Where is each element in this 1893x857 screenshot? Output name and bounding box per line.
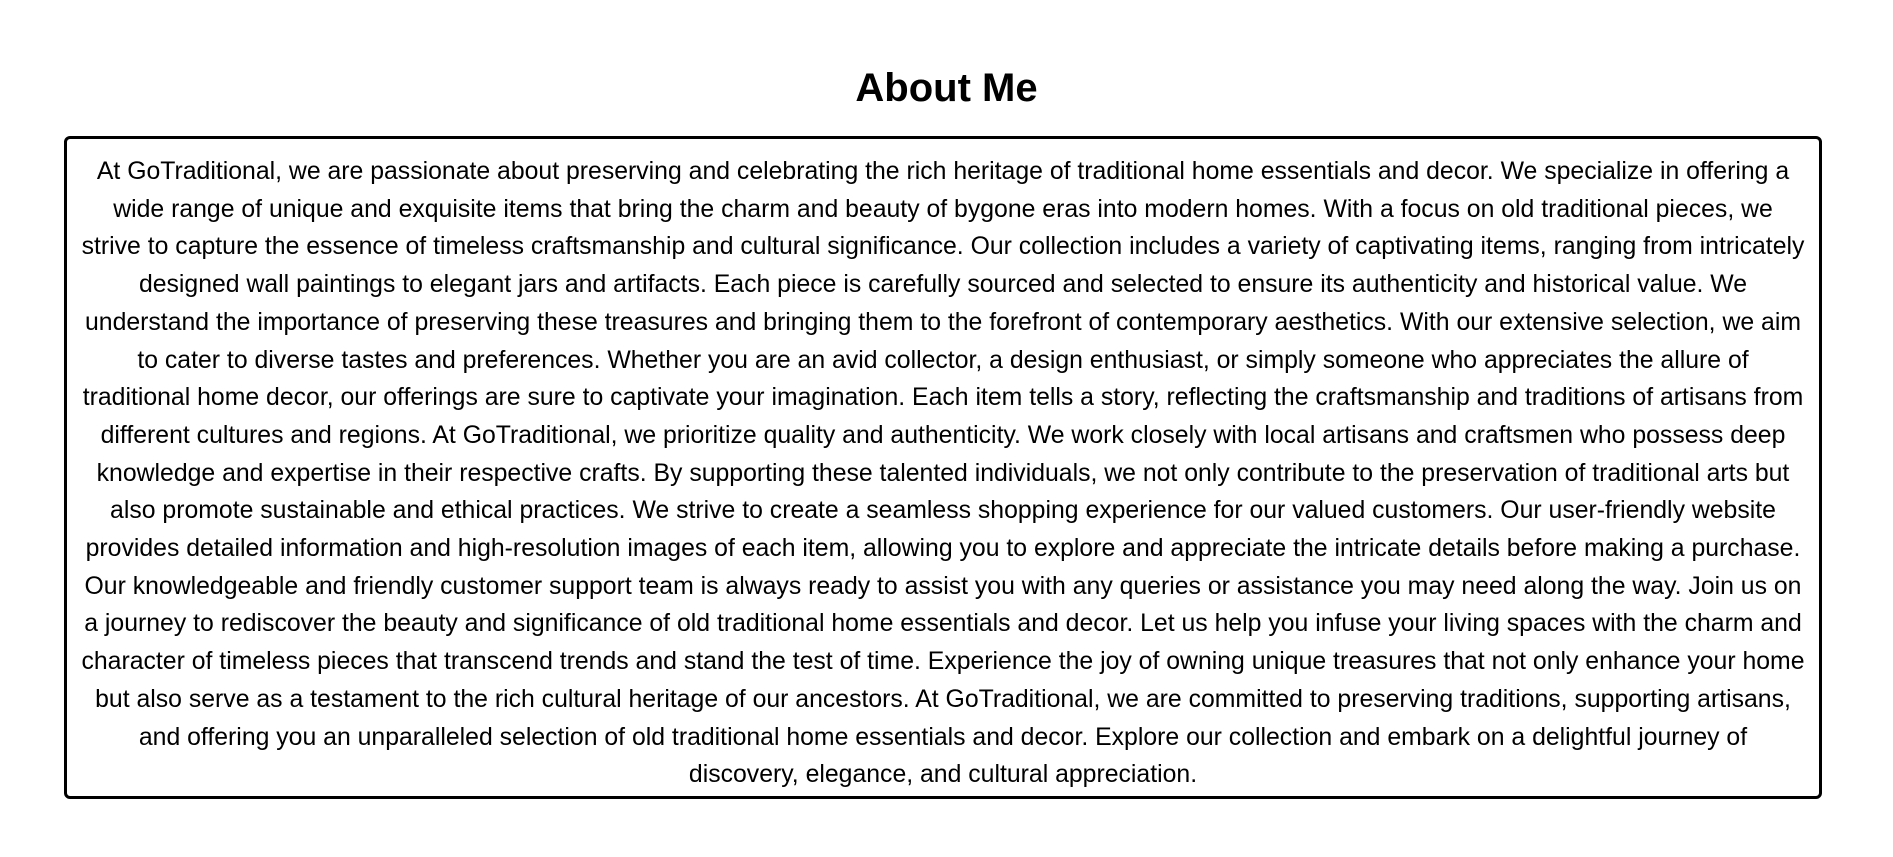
about-content-box bbox=[64, 136, 1822, 799]
about-description: At GoTraditional, we are passionate about preserving and celebrating the rich heritage of traditional home essentials and decor. We specialize in offering a wide range of unique and exquisite items that bring the charm and beauty of bygone eras into modern homes. With a focus on old traditional pieces, we strive to capture the essence of timeless craftsmanship and cultural significance. Our collection includes a variety of captivating items, ranging from intricately designed wall paintings to elegant jars and artifacts. Each piece is carefully sourced and selected to ensure its authenticity and historical value. We understand the importance of preserving these treasures and bringing them to the forefront of contemporary aesthetics. With our extensive selection, we aim to cater to diverse tastes and preferences. Whether you are an avid collector, a design enthusiast, or simply someone who appreciates the allure of traditional home decor, our offerings are sure to captivate your imagination. Each item tells a story, reflecting the craftsmanship and traditions of artisans from different cultures and regions. At GoTraditional, we prioritize quality and authenticity. We work closely with local artisans and craftsmen who possess deep knowledge and expertise in their respective crafts. By supporting these talented individuals, we not only contribute to the preservation of traditional arts but also promote sustainable and ethical practices. We strive to create a seamless shopping experience for our valued customers. Our user-friendly website provides detailed information and high-resolution images of each item, allowing you to explore and appreciate the intricate details before making a purchase. Our knowledgeable and friendly customer support team is always ready to assist you with any queries or assistance you may need along the way. Join us on a journey to rediscover the beauty and significance of old traditional home essentials and decor. Let us help you infuse your living spaces with the charm and character of timeless pieces that transcend trends and stand the test of time. Experience the joy of owning unique treasures that not only enhance your home but also serve as a testament to the rich cultural heritage of our ancestors. At GoTraditional, we are committed to preserving traditions, supporting artisans, and offering you an unparalleled selection of old traditional home essentials and decor. Explore our collection and embark on a delightful journey of discovery, elegance, and cultural appreciation. bbox=[81, 158, 1805, 789]
page-title: About Me bbox=[855, 66, 1038, 110]
